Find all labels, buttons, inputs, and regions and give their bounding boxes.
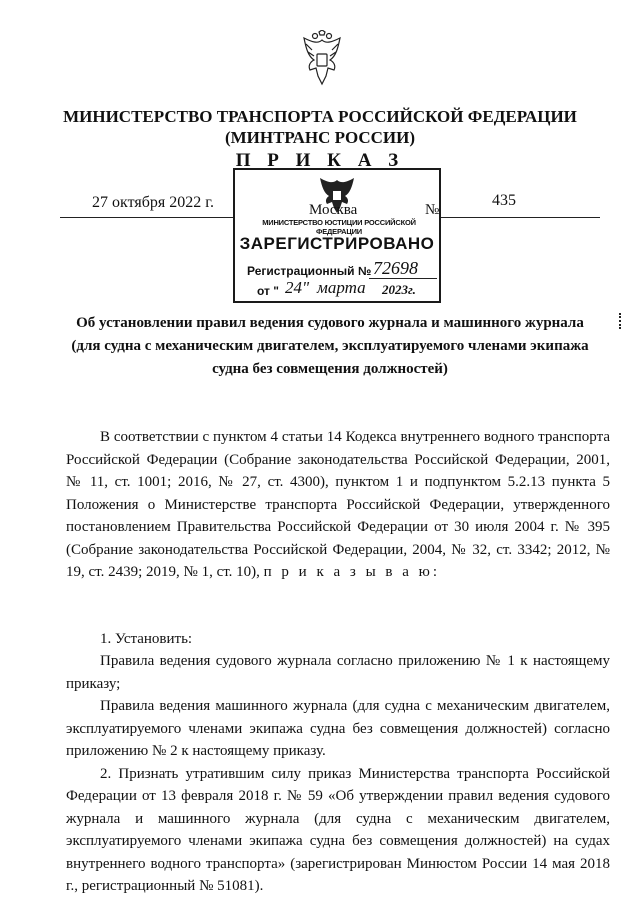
item-1-rule-b: Правила ведения машинного журнала (для судна с механическим двигателем, эксплуатируемого членами экипажа судна без совмещения должностей) согласно приложению № 2 к настоящему приказу. xyxy=(66,698,610,759)
order-date: 27 октября 2022 г. xyxy=(92,194,214,211)
ministry-short-name: (МИНТРАНС РОССИИ) xyxy=(224,128,416,147)
stamp-date-month: марта xyxy=(317,278,366,297)
ministry-name: МИНИСТЕРСТВО ТРАНСПОРТА РОССИЙСКОЙ ФЕДЕРАЦИИ xyxy=(63,107,577,126)
date-underline xyxy=(60,217,235,218)
document-heading xyxy=(60,312,600,381)
heading-line: судна без совмещения должностей) xyxy=(212,361,448,377)
stamp-reg-underline xyxy=(369,278,437,279)
document-body xyxy=(66,426,610,898)
stamp-reg-number: 72698 xyxy=(373,258,418,278)
stamp-date-day: 24" xyxy=(285,278,310,297)
stamp-number-sign: № xyxy=(425,202,440,218)
stamp-date-year: 2023г. xyxy=(382,282,416,297)
item-1: 1. Установить: xyxy=(100,630,193,647)
item-1-rule-a: Правила ведения судового журнала согласно приложению № 1 к настоящему приказу; xyxy=(66,653,610,692)
stamp-registered: ЗАРЕГИСТРИРОВАНО xyxy=(239,234,435,253)
number-underline xyxy=(440,217,600,218)
heading-line: Об установлении правил ведения судового журнала и машинного журнала xyxy=(76,315,584,331)
preamble-text: В соответствии с пунктом 4 статьи 14 Кодекса внутреннего водного транспорта Российской Федерации (Собрание законодательства Российской Федерации, 2001, № 11, ст. 1001; 2016, № 27, ст. 4300), пунктом 1 и подпунктом 5.2.13 пункта 5 Положения о Министерстве транспорта Российской Федерации, утвержденного постановлением Правительства Российской Федерации от 30 июля 2004 г. № 395 (Собрание законодательства Российской Федерации, 2004, № 32, ст. 3342; 2012, № 19, ст. 2439; 2019, № 1, ст. 10), xyxy=(66,429,610,580)
order-title: П Р И К А З xyxy=(235,150,405,171)
preamble-paragraph xyxy=(66,426,610,584)
heading-line: (для судна с механическим двигателем, эксплуатируемого членами экипажа xyxy=(71,338,589,354)
registration-stamp xyxy=(233,168,441,303)
order-word: п р и к а з ы в а ю: xyxy=(263,564,441,580)
item-2: 2. Признать утратившим силу приказ Министерства транспорта Российской Федерации от 13 февраля 2018 г. № 59 «Об утверждении правил ведения судового журнала и машинного журнала (для судна с механическим двигателем, эксплуатируемого членами экипажа судна без совмещения должностей) на судах внутреннего водного транспорта» (зарегистрирован Минюстом России 14 мая 2018 г., регистрационный № 51081). xyxy=(66,765,610,894)
margin-mark xyxy=(619,313,623,329)
stamp-ministry: МИНИСТЕРСТВО ЮСТИЦИИ РОССИЙСКОЙ ФЕДЕРАЦИИ xyxy=(262,218,416,236)
state-emblem-icon xyxy=(298,30,346,88)
stamp-date-label: от " xyxy=(257,284,279,298)
order-number: 435 xyxy=(492,192,516,209)
stamp-city: Москва xyxy=(309,202,358,218)
stamp-reg-label: Регистрационный № xyxy=(247,264,372,278)
